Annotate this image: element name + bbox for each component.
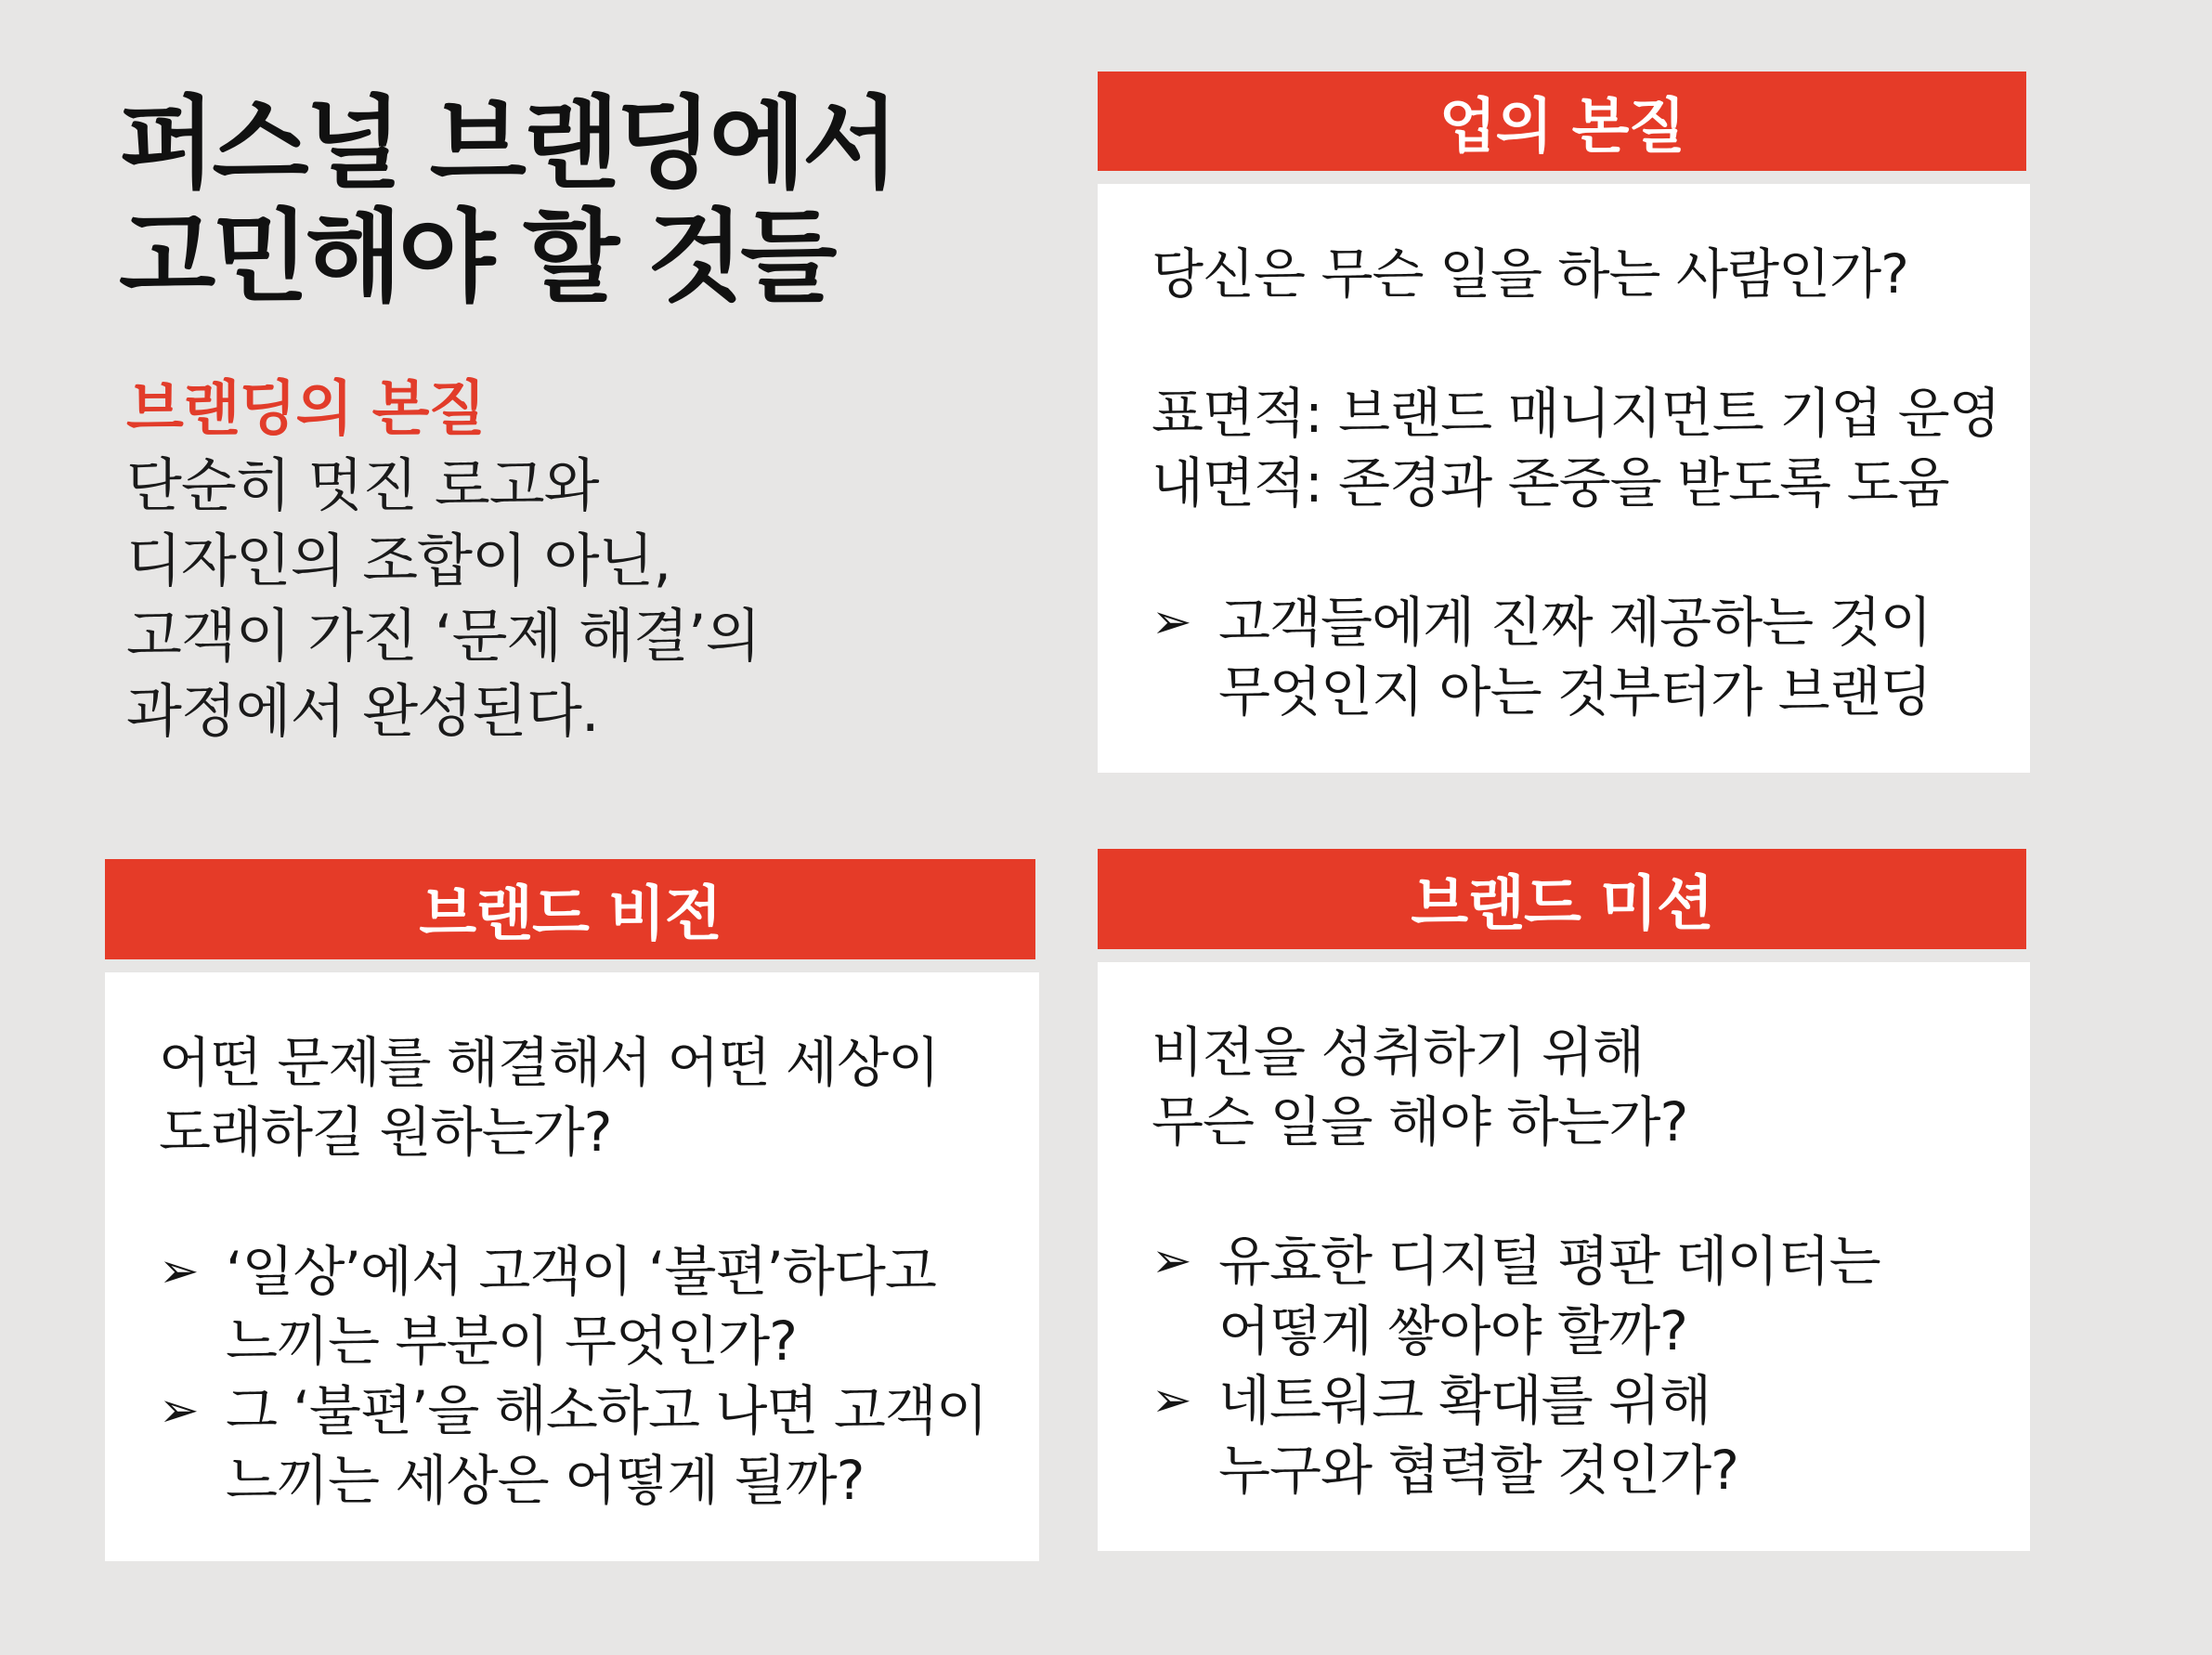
brand-mission-bullet-text xyxy=(1218,1366,1738,1505)
business-bullet-text xyxy=(1218,588,1932,727)
brand-vision-bullet-text xyxy=(226,1237,936,1376)
arrow-bullet-icon: ➢ xyxy=(1152,594,1192,650)
branding-essence-section xyxy=(126,371,1055,749)
brand-vision-banner: 브랜드 비전 xyxy=(105,859,1035,959)
arrow-bullet-icon: ➢ xyxy=(1152,1373,1192,1428)
brand-mission-bullet xyxy=(1152,1366,2030,1505)
business-essence-banner: 업의 본질 xyxy=(1098,72,2026,171)
brand-mission-bullet xyxy=(1152,1227,2030,1366)
business-surface-text: 표면적: 브랜드 매니지먼트 기업 운영 xyxy=(1152,382,2000,445)
bullet-line: ‘일상’에서 고객이 ‘불편’하다고 xyxy=(226,1240,936,1303)
brand-vision-question-line: 도래하길 원하는가? xyxy=(159,1101,612,1164)
bullet-line: 네트워크 확대를 위해 xyxy=(1218,1369,1711,1432)
bullet-line: 어떻게 쌓아야 할까? xyxy=(1218,1299,1687,1362)
brand-mission-question-line: 비전을 성취하기 위해 xyxy=(1152,1021,1645,1084)
bullet-line: 누구와 협력할 것인가? xyxy=(1218,1439,1738,1502)
spacer xyxy=(1152,518,2030,588)
page-title-line-2: 고민해야 할 것들 xyxy=(119,200,834,316)
brand-vision-bullet-text xyxy=(226,1376,987,1516)
page-title-line-1: 퍼스널 브랜딩에서 xyxy=(119,86,896,202)
brand-mission-question-line: 무슨 일을 해야 하는가? xyxy=(1152,1090,1688,1153)
brand-mission-card xyxy=(1098,962,2030,1551)
branding-essence-heading: 브랜딩의 본질 xyxy=(126,375,486,444)
brand-mission-banner: 브랜드 미션 xyxy=(1098,849,2026,949)
bullet-line: 유효한 디지털 평판 데이터는 xyxy=(1218,1230,1880,1293)
bullet-line: 느끼는 부분이 무엇인가? xyxy=(226,1310,797,1373)
brand-vision-bullet xyxy=(159,1237,1039,1376)
business-essence-question: 당신은 무슨 일을 하는 사람인가? xyxy=(1152,242,1908,306)
branding-essence-line: 고객이 가진 ‘문제 해결’의 xyxy=(126,602,761,670)
branding-essence-line: 과정에서 완성된다. xyxy=(126,677,599,745)
branding-essence-line: 단순히 멋진 로고와 xyxy=(126,451,599,519)
page-title xyxy=(119,88,1066,315)
brand-vision-card xyxy=(105,972,1039,1561)
brand-vision-bullet xyxy=(159,1376,1039,1516)
bullet-line: 그 ‘불편’을 해소하고 나면 고객이 xyxy=(226,1379,987,1442)
business-bullet xyxy=(1152,588,2030,727)
arrow-bullet-icon: ➢ xyxy=(159,1244,200,1299)
branding-essence-line: 디자인의 조합이 아닌, xyxy=(126,527,671,594)
brand-vision-question-line: 어떤 문제를 해결해서 어떤 세상이 xyxy=(159,1031,940,1094)
business-inner-text: 내면적: 존경과 존중을 받도록 도움 xyxy=(1152,451,1949,515)
bullet-line: 느끼는 세상은 어떻게 될까? xyxy=(226,1449,865,1512)
arrow-bullet-icon: ➢ xyxy=(1152,1233,1192,1289)
bullet-line: 무엇인지 아는 것부터가 브랜딩 xyxy=(1218,660,1932,723)
bullet-line: 고객들에게 진짜 제공하는 것이 xyxy=(1218,591,1932,654)
arrow-bullet-icon: ➢ xyxy=(159,1383,200,1439)
spacer xyxy=(1152,309,2030,379)
brand-mission-bullet-text xyxy=(1218,1227,1880,1366)
business-essence-card xyxy=(1098,184,2030,773)
spacer xyxy=(1152,1157,2030,1227)
spacer xyxy=(159,1167,1039,1237)
